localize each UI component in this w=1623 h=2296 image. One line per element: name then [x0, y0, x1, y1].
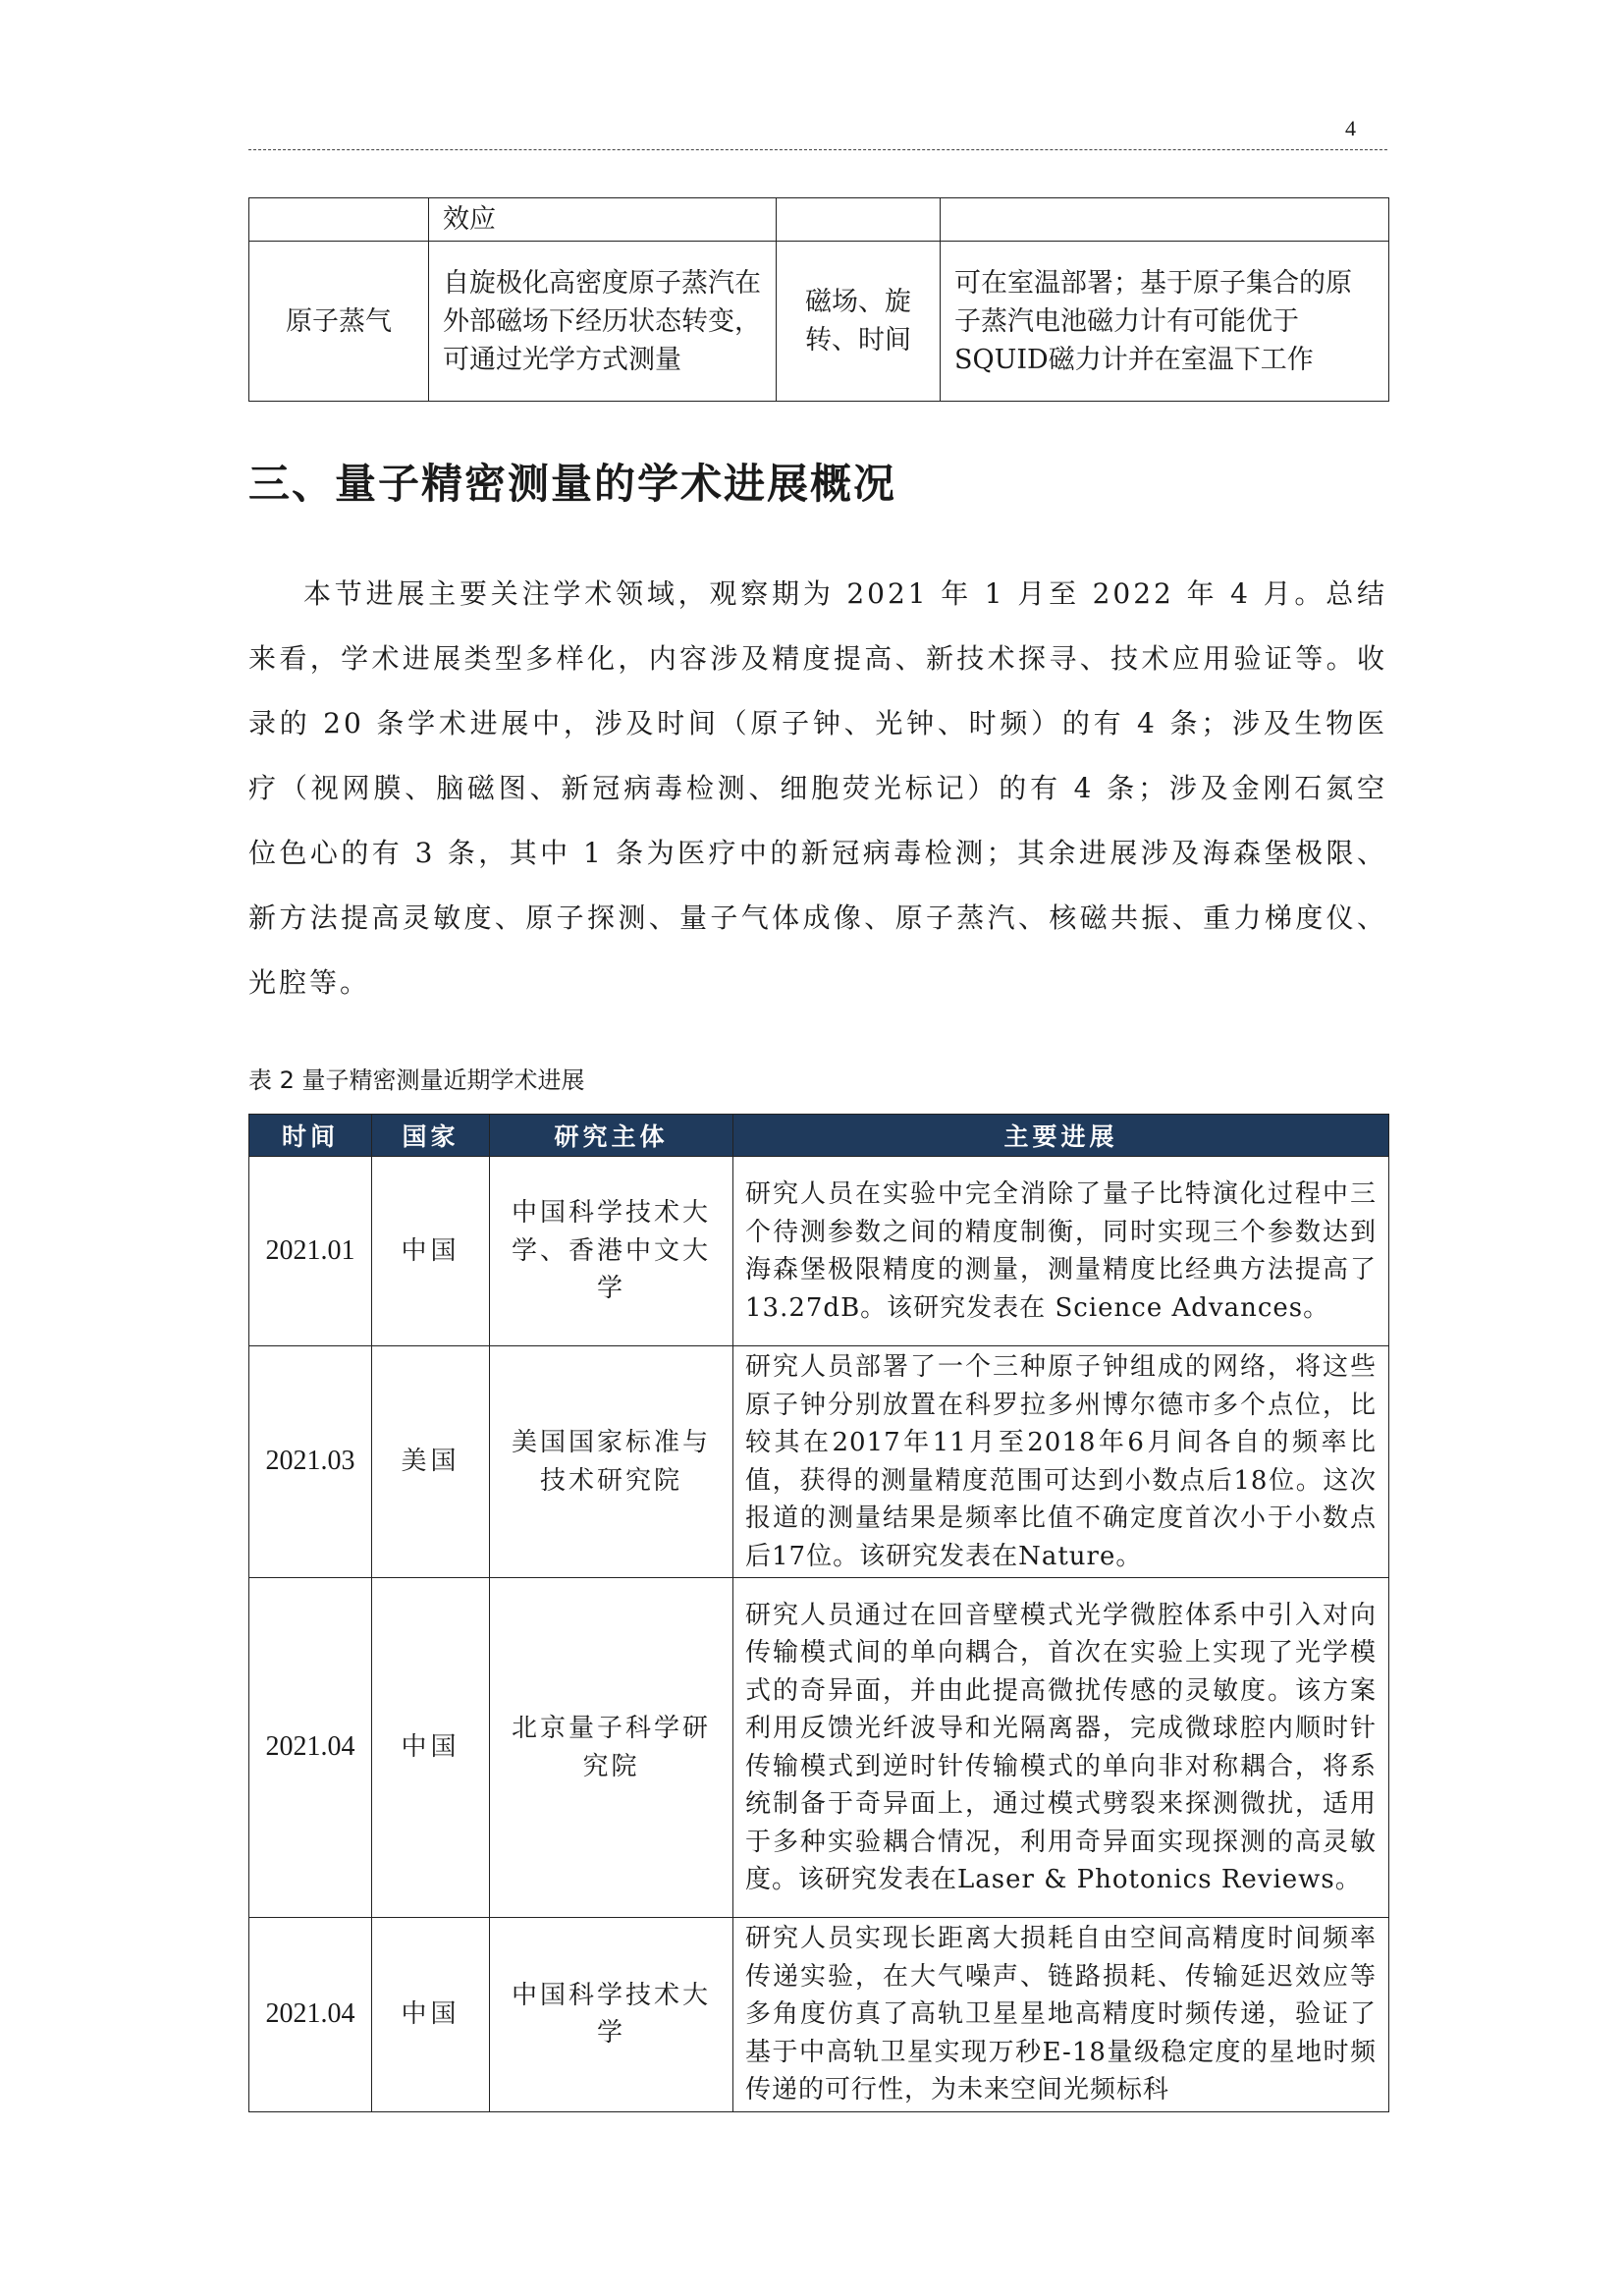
date-cell: 2021.03 [249, 1346, 372, 1578]
progress-cell: 研究人员在实验中完全消除了量子比特演化过程中三个待测参数之间的精度制衡，同时实现三个参数达到海森堡极限精度的测量，测量精度比经典方法提高了 13.27dB。该研究发表在 Science Advances。 [733, 1157, 1389, 1346]
page-number: 4 [1345, 116, 1356, 140]
table-cell: 效应 [429, 198, 777, 242]
date-cell: 2021.04 [249, 1578, 372, 1918]
country-cell: 中国 [372, 1918, 490, 2112]
body-paragraph: 本节进展主要关注学术领域，观察期为 2021 年 1 月至 2022 年 4 月。总结来看，学术进展类型多样化，内容涉及精度提高、新技术探寻、技术应用验证等。收录的 20 条学术进展中，涉及时间（原子钟、光钟、时频）的有 4 条；涉及生物医疗（视网膜、脑磁图、新冠病毒检测、细胞荧光标记）的有 4 条；涉及金刚石氮空位色心的有 3 条，其中 1 条为医疗中的新冠病毒检测；其余进展涉及海森堡极限、新方法提高灵敏度、原子探测、量子气体成像、原子蒸汽、核磁共振、重力梯度仪、光腔等。 [248, 577, 1387, 999]
table-caption: 表 2 量子精密测量近期学术进展 [248, 1066, 585, 1094]
country-cell: 中国 [372, 1578, 490, 1918]
header-divider [248, 149, 1387, 150]
institution-cell: 中国科学技术大学 [490, 1918, 733, 2112]
table-row [249, 1918, 1389, 2112]
table-cell: 原子蒸气 [249, 242, 429, 402]
table-header-row [249, 1115, 1389, 1157]
institution-cell: 美国国家标准与技术研究院 [490, 1346, 733, 1578]
table-row [249, 1578, 1389, 1918]
institution-cell: 北京量子科学研究院 [490, 1578, 733, 1918]
progress-table [248, 1114, 1389, 2112]
table-cell: 可在室温部署；基于原子集合的原子蒸汽电池磁力计有可能优于SQUID磁力计并在室温下工作 [941, 242, 1389, 402]
country-cell: 中国 [372, 1157, 490, 1346]
table-cell: 磁场、旋转、时间 [777, 242, 941, 402]
column-header-country: 国家 [372, 1115, 490, 1157]
table-cell: 自旋极化高密度原子蒸汽在外部磁场下经历状态转变，可通过光学方式测量 [429, 242, 777, 402]
institution-cell: 中国科学技术大学、香港中文大学 [490, 1157, 733, 1346]
table-cell [249, 198, 429, 242]
continued-table [248, 197, 1389, 402]
column-header-institution: 研究主体 [490, 1115, 733, 1157]
date-cell: 2021.01 [249, 1157, 372, 1346]
progress-cell: 研究人员部署了一个三种原子钟组成的网络，将这些原子钟分别放置在科罗拉多州博尔德市多个点位，比较其在2017年11月至2018年6月间各自的频率比值，获得的测量精度范围可达到小数点后18位。这次报道的测量结果是频率比值不确定度首次小于小数点后17位。该研究发表在Nature。 [733, 1346, 1389, 1578]
progress-cell: 研究人员通过在回音壁模式光学微腔体系中引入对向传输模式间的单向耦合，首次在实验上实现了光学模式的奇异面，并由此提高微扰传感的灵敏度。该方案利用反馈光纤波导和光隔离器，完成微球腔内顺时针传输模式到逆时针传输模式的单向非对称耦合，将系统制备于奇异面上，通过模式劈裂来探测微扰，适用于多种实验耦合情况，利用奇异面实现探测的高灵敏度。该研究发表在Laser & Photonics Reviews。 [733, 1578, 1389, 1918]
column-header-time: 时间 [249, 1115, 372, 1157]
table-row [249, 242, 1389, 402]
table-row [249, 198, 1389, 242]
date-cell: 2021.04 [249, 1918, 372, 2112]
table-cell [777, 198, 941, 242]
country-cell: 美国 [372, 1346, 490, 1578]
progress-cell: 研究人员实现长距离大损耗自由空间高精度时间频率传递实验，在大气噪声、链路损耗、传输延迟效应等多角度仿真了高轨卫星星地高精度时频传递，验证了基于中高轨卫星实现万秒E-18量级稳定度的星地时频传递的可行性，为未来空间光频标科 [733, 1918, 1389, 2112]
table-row [249, 1346, 1389, 1578]
section-title: 三、量子精密测量的学术进展概况 [248, 460, 897, 508]
table-row [249, 1157, 1389, 1346]
table-cell [941, 198, 1389, 242]
column-header-progress: 主要进展 [733, 1115, 1389, 1157]
